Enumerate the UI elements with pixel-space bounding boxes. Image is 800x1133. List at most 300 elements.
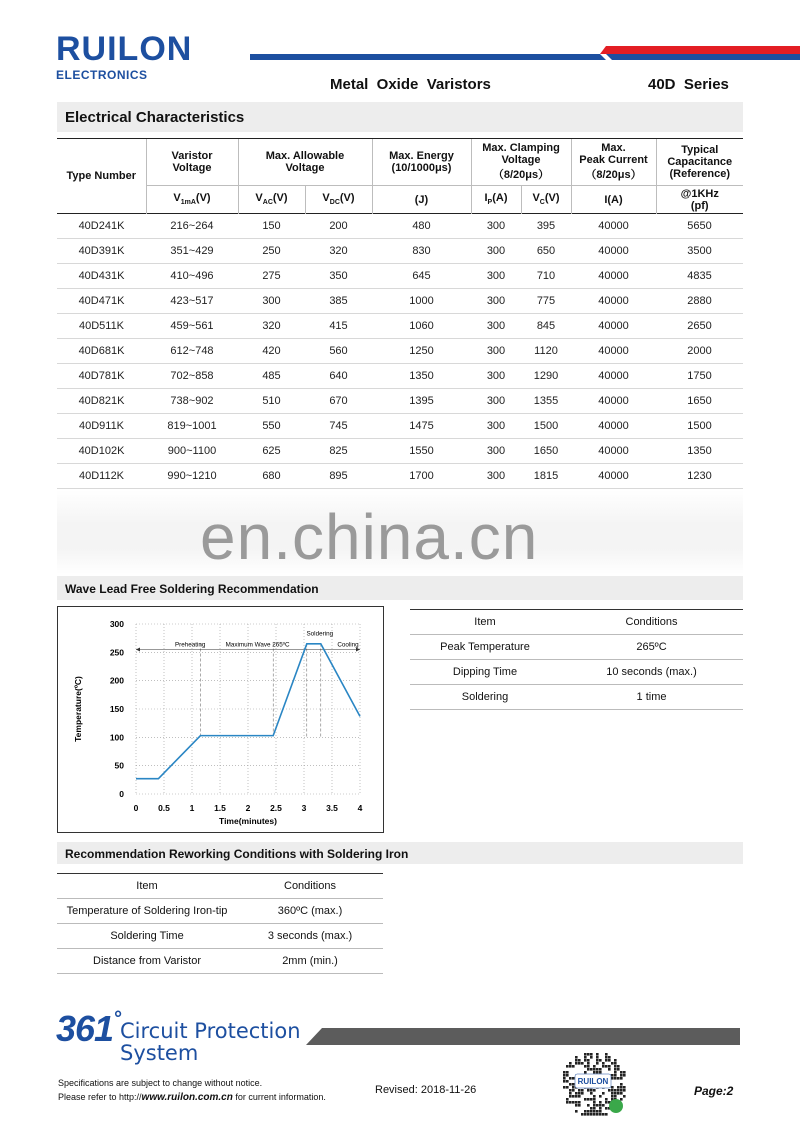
qr-module [611, 1062, 614, 1065]
table-cell: 40000 [571, 214, 656, 239]
table-cell: 40D241K [57, 214, 146, 239]
qr-module [569, 1065, 572, 1068]
table-cell: 1500 [521, 414, 571, 439]
table-row [57, 364, 743, 389]
table-cell: 40000 [571, 264, 656, 289]
table-cell: 200 [305, 214, 372, 239]
rework-row-item: Temperature of Soldering Iron-tip [57, 899, 237, 924]
wave-section-title: Wave Lead Free Soldering Recommendation [65, 582, 319, 596]
subheader-ip: $I_P(A)$ [471, 186, 521, 214]
qr-module [611, 1089, 614, 1092]
qr-module [575, 1092, 578, 1095]
qr-module [608, 1056, 611, 1059]
qr-module [611, 1074, 614, 1077]
table-cell: 40D112K [57, 464, 146, 489]
table-cell: 2000 [656, 339, 743, 364]
qr-module [584, 1113, 587, 1116]
qr-module [611, 1077, 614, 1080]
qr-module [617, 1089, 620, 1092]
table-cell: 1350 [372, 364, 471, 389]
table-cell: 650 [521, 239, 571, 264]
table-cell: 612~748 [146, 339, 238, 364]
wave-header-item: Item [410, 610, 560, 635]
qr-module [587, 1062, 590, 1065]
table-cell: 275 [238, 264, 305, 289]
qr-module [599, 1071, 602, 1074]
x-tick-label: 3 [301, 803, 307, 813]
qr-module [593, 1101, 596, 1104]
header-stripe-graphic [250, 46, 800, 62]
x-tick-label: 3.5 [326, 803, 338, 813]
qr-module [563, 1086, 566, 1089]
table-cell: 1350 [656, 439, 743, 464]
qr-module [587, 1089, 590, 1092]
table-cell: 40D781K [57, 364, 146, 389]
table-cell: 1750 [656, 364, 743, 389]
qr-module [575, 1059, 578, 1062]
qr-module [578, 1089, 581, 1092]
table-cell: 819~1001 [146, 414, 238, 439]
x-tick-label: 2.5 [270, 803, 282, 813]
qr-module [614, 1065, 617, 1068]
header-max-peak-current: Max. Peak Current （8/20μs） [571, 139, 656, 186]
table-cell: 300 [238, 289, 305, 314]
y-axis-label: Temperature(ºC) [73, 676, 83, 742]
x-tick-label: 2 [245, 803, 251, 813]
table-cell: 423~517 [146, 289, 238, 314]
wave-table-header-row [410, 610, 743, 635]
table-cell: 300 [471, 364, 521, 389]
y-tick-label: 100 [109, 732, 124, 743]
table-cell: 2650 [656, 314, 743, 339]
qr-module [578, 1092, 581, 1095]
footer-note-2: Please refer to http://www.ruilon.com.cn for current information. [58, 1092, 326, 1103]
table-cell: 40D511K [57, 314, 146, 339]
qr-module [590, 1053, 593, 1056]
qr-module [623, 1095, 626, 1098]
table-row [57, 214, 743, 239]
qr-module [566, 1065, 569, 1068]
qr-module [611, 1086, 614, 1089]
qr-module [590, 1098, 593, 1101]
brand-361: 361° [56, 1008, 121, 1049]
wave-table-row [410, 635, 743, 660]
subheader-vac: $V_{AC}(V)$ [238, 186, 305, 214]
table-cell: 1000 [372, 289, 471, 314]
table-cell: 2880 [656, 289, 743, 314]
document-title: Metal Oxide Varistors [330, 76, 491, 93]
qr-module [578, 1095, 581, 1098]
qr-module [584, 1059, 587, 1062]
table-cell: 640 [305, 364, 372, 389]
brand-tagline: Circuit Protection System [120, 1019, 301, 1065]
qr-module [569, 1062, 572, 1065]
rework-table-row [57, 949, 383, 974]
qr-module [596, 1071, 599, 1074]
qr-module [617, 1086, 620, 1089]
qr-module [623, 1074, 626, 1077]
table-cell: 40000 [571, 464, 656, 489]
table-cell: 1700 [372, 464, 471, 489]
qr-module [608, 1059, 611, 1062]
x-tick-label: 0 [133, 803, 139, 813]
qr-module [614, 1095, 617, 1098]
qr-module [602, 1065, 605, 1068]
y-tick-label: 250 [109, 647, 124, 658]
table-cell: 1500 [656, 414, 743, 439]
qr-module [605, 1056, 608, 1059]
header-varistor-voltage: Varistor Voltage [146, 139, 238, 186]
table-cell: 40D391K [57, 239, 146, 264]
qr-module [563, 1074, 566, 1077]
y-tick-label: 50 [114, 760, 124, 771]
table-cell: 1395 [372, 389, 471, 414]
table-cell: 150 [238, 214, 305, 239]
revised-date: Revised: 2018-11-26 [375, 1084, 477, 1096]
table-cell: 459~561 [146, 314, 238, 339]
qr-module [614, 1077, 617, 1080]
table-cell: 1060 [372, 314, 471, 339]
qr-module [596, 1056, 599, 1059]
table-cell: 300 [471, 389, 521, 414]
qr-module [578, 1104, 581, 1107]
chart-annotation: Preheating [174, 641, 206, 649]
page-number: Page:2 [694, 1084, 734, 1098]
table-row [57, 264, 743, 289]
wave-row-item: Soldering [410, 685, 560, 710]
table-cell: 40000 [571, 439, 656, 464]
qr-module [620, 1074, 623, 1077]
rework-header-item: Item [57, 874, 237, 899]
qr-module [614, 1071, 617, 1074]
qr-module [593, 1068, 596, 1071]
qr-module [566, 1086, 569, 1089]
qr-module [620, 1077, 623, 1080]
qr-module [593, 1113, 596, 1116]
qr-module [587, 1113, 590, 1116]
table-cell: 40000 [571, 314, 656, 339]
wave-row-condition: 265ºC [560, 635, 743, 660]
qr-module [605, 1065, 608, 1068]
table-cell: 775 [521, 289, 571, 314]
table-cell: 40000 [571, 339, 656, 364]
table-cell: 830 [372, 239, 471, 264]
table-cell: 680 [238, 464, 305, 489]
qr-module [584, 1098, 587, 1101]
qr-module [593, 1098, 596, 1101]
qr-module [593, 1110, 596, 1113]
qr-module [596, 1110, 599, 1113]
table-cell: 40000 [571, 414, 656, 439]
table-cell: 990~1210 [146, 464, 238, 489]
qr-module [578, 1101, 581, 1104]
qr-module [581, 1092, 584, 1095]
qr-module [569, 1089, 572, 1092]
y-tick-label: 200 [109, 675, 124, 686]
table-cell: 40D911K [57, 414, 146, 439]
qr-module [605, 1098, 608, 1101]
qr-module [584, 1071, 587, 1074]
table-cell: 1290 [521, 364, 571, 389]
qr-module [623, 1089, 626, 1092]
chart-annotation: Cooling [337, 641, 359, 649]
x-tick-label: 0.5 [158, 803, 170, 813]
qr-module [596, 1068, 599, 1071]
table-cell: 670 [305, 389, 372, 414]
table-cell: 40D471K [57, 289, 146, 314]
qr-module [590, 1092, 593, 1095]
table-cell: 702~858 [146, 364, 238, 389]
table-cell: 1355 [521, 389, 571, 414]
qr-module [605, 1107, 608, 1110]
qr-module [566, 1101, 569, 1104]
table-row [57, 314, 743, 339]
qr-module [605, 1053, 608, 1056]
table-cell: 900~1100 [146, 439, 238, 464]
qr-module [569, 1083, 572, 1086]
qr-module [566, 1071, 569, 1074]
table-cell: 300 [471, 314, 521, 339]
qr-module [608, 1089, 611, 1092]
y-tick-label: 300 [109, 619, 124, 629]
x-tick-label: 4 [357, 803, 363, 813]
qr-module [581, 1062, 584, 1065]
table-cell: 40D821K [57, 389, 146, 414]
table-row [57, 339, 743, 364]
table-row [57, 439, 743, 464]
table-row [57, 239, 743, 264]
qr-module [617, 1065, 620, 1068]
qr-module [569, 1092, 572, 1095]
qr-module [620, 1083, 623, 1086]
qr-module [587, 1068, 590, 1071]
qr-module [590, 1089, 593, 1092]
wave-row-item: Dipping Time [410, 660, 560, 685]
subheader-v1ma: $V_{1mA}(V)$ [146, 186, 238, 214]
qr-module [611, 1095, 614, 1098]
footer-note-1: Specifications are subject to change without notice. [58, 1078, 263, 1088]
qr-label: RUILON [577, 1077, 609, 1086]
document-series: 40D Series [648, 76, 729, 93]
qr-module [566, 1074, 569, 1077]
qr-module [623, 1071, 626, 1074]
qr-module [596, 1059, 599, 1062]
qr-module [590, 1113, 593, 1116]
qr-module [575, 1104, 578, 1107]
table-cell: 300 [471, 414, 521, 439]
qr-module [620, 1086, 623, 1089]
qr-module [587, 1098, 590, 1101]
qr-module [614, 1089, 617, 1092]
qr-module [620, 1071, 623, 1074]
qr-module [587, 1053, 590, 1056]
qr-module [596, 1062, 599, 1065]
table-cell: 510 [238, 389, 305, 414]
table-cell: 40D102K [57, 439, 146, 464]
wave-table-row [410, 685, 743, 710]
table-cell: 410~496 [146, 264, 238, 289]
qr-module [614, 1092, 617, 1095]
qr-module [593, 1065, 596, 1068]
rework-row-condition: 2mm (min.) [237, 949, 383, 974]
rework-row-item: Distance from Varistor [57, 949, 237, 974]
table-cell: 395 [521, 214, 571, 239]
qr-module [590, 1107, 593, 1110]
qr-module [587, 1104, 590, 1107]
qr-module [620, 1092, 623, 1095]
table-cell: 40000 [571, 389, 656, 414]
qr-module [590, 1068, 593, 1071]
table-cell: 320 [238, 314, 305, 339]
table-cell: 1550 [372, 439, 471, 464]
qr-module [572, 1101, 575, 1104]
qr-module [614, 1062, 617, 1065]
qr-module [593, 1104, 596, 1107]
subheader-current-unit: I(A) [571, 186, 656, 214]
chart-annotation: Maximum Wave 265ºC [225, 641, 290, 649]
wave-row-condition: 1 time [560, 685, 743, 710]
rework-table-row [57, 899, 383, 924]
table-row [57, 289, 743, 314]
qr-module [620, 1098, 623, 1101]
table-cell: 300 [471, 264, 521, 289]
qr-module [581, 1113, 584, 1116]
qr-module [575, 1101, 578, 1104]
qr-module [590, 1110, 593, 1113]
qr-module [572, 1077, 575, 1080]
table-cell: 300 [471, 239, 521, 264]
qr-module [584, 1056, 587, 1059]
subheader-vdc: $V_{DC}(V)$ [305, 186, 372, 214]
electrical-table-body [57, 214, 743, 489]
table-row [57, 389, 743, 414]
qr-module [599, 1068, 602, 1071]
table-cell: 480 [372, 214, 471, 239]
table-cell: 351~429 [146, 239, 238, 264]
header-max-energy: Max. Energy (10/1000μs) [372, 139, 471, 186]
rework-row-condition: 3 seconds (max.) [237, 924, 383, 949]
chart-frame [58, 607, 384, 833]
qr-module [569, 1095, 572, 1098]
table-cell: 645 [372, 264, 471, 289]
subheader-energy-unit: (J) [372, 186, 471, 214]
qr-module [602, 1104, 605, 1107]
qr-module [593, 1107, 596, 1110]
header-typical-capacitance: Typical Capacitance (Reference) [656, 139, 743, 186]
table-cell: 825 [305, 439, 372, 464]
qr-module [614, 1059, 617, 1062]
table-cell: 560 [305, 339, 372, 364]
qr-module [572, 1089, 575, 1092]
qr-module [608, 1068, 611, 1071]
qr-module [599, 1113, 602, 1116]
table-cell: 300 [471, 289, 521, 314]
table-cell: 1650 [521, 439, 571, 464]
qr-module [578, 1062, 581, 1065]
qr-module [602, 1092, 605, 1095]
chart-annotation: Soldering [306, 630, 334, 638]
qr-module [599, 1059, 602, 1062]
qr-module [593, 1095, 596, 1098]
rework-row-condition: 360ºC (max.) [237, 899, 383, 924]
qr-module [569, 1101, 572, 1104]
table-cell: 250 [238, 239, 305, 264]
qr-module [575, 1095, 578, 1098]
qr-code-icon[interactable] [558, 1048, 628, 1118]
qr-module [575, 1110, 578, 1113]
qr-module [614, 1074, 617, 1077]
header-max-clamping-voltage: Max. Clamping Voltage （8/20μs） [471, 139, 571, 186]
qr-module [611, 1092, 614, 1095]
table-cell: 415 [305, 314, 372, 339]
qr-module [572, 1095, 575, 1098]
qr-module [584, 1053, 587, 1056]
table-cell: 300 [471, 464, 521, 489]
rework-table-row [57, 924, 383, 949]
x-tick-label: 1.5 [214, 803, 226, 813]
qr-module [584, 1065, 587, 1068]
qr-module [587, 1065, 590, 1068]
table-cell: 1230 [656, 464, 743, 489]
x-axis-label: Time(minutes) [219, 816, 277, 826]
soldering-profile-chart [57, 606, 384, 833]
qr-module [623, 1086, 626, 1089]
table-cell: 40D431K [57, 264, 146, 289]
table-cell: 300 [471, 439, 521, 464]
qr-module [596, 1104, 599, 1107]
wave-conditions-table [410, 609, 743, 710]
qr-module [584, 1110, 587, 1113]
qr-module [599, 1110, 602, 1113]
qr-module [563, 1080, 566, 1083]
header-max-allowable-voltage: Max. Allowable Voltage [238, 139, 372, 186]
company-logo: RUILON [56, 30, 193, 68]
rework-header-conditions: Conditions [237, 874, 383, 899]
qr-module [563, 1077, 566, 1080]
table-cell: 40D681K [57, 339, 146, 364]
table-cell: 300 [471, 214, 521, 239]
table-cell: 40000 [571, 364, 656, 389]
header-type-number: Type Number [57, 139, 146, 214]
table-cell: 216~264 [146, 214, 238, 239]
qr-module [572, 1065, 575, 1068]
wave-row-condition: 10 seconds (max.) [560, 660, 743, 685]
qr-module [590, 1056, 593, 1059]
website-link[interactable]: www.ruilon.com.cn [141, 1092, 233, 1103]
qr-module [587, 1059, 590, 1062]
table-cell: 1650 [656, 389, 743, 414]
electrical-characteristics-table [57, 138, 743, 489]
table-row [57, 464, 743, 489]
table-cell: 485 [238, 364, 305, 389]
qr-module [593, 1089, 596, 1092]
qr-module [566, 1098, 569, 1101]
rework-section-title: Recommendation Reworking Conditions with Soldering Iron [65, 847, 409, 861]
table-cell: 300 [471, 339, 521, 364]
subheader-vc: $V_C(V)$ [521, 186, 571, 214]
qr-module [587, 1110, 590, 1113]
qr-module [602, 1113, 605, 1116]
table-cell: 5650 [656, 214, 743, 239]
table-cell: 385 [305, 289, 372, 314]
table-cell: 40000 [571, 289, 656, 314]
electrical-section-title: Electrical Characteristics [65, 109, 245, 126]
table-cell: 845 [521, 314, 571, 339]
qr-module [620, 1089, 623, 1092]
qr-module [599, 1101, 602, 1104]
rework-conditions-table [57, 873, 383, 974]
qr-module [596, 1053, 599, 1056]
